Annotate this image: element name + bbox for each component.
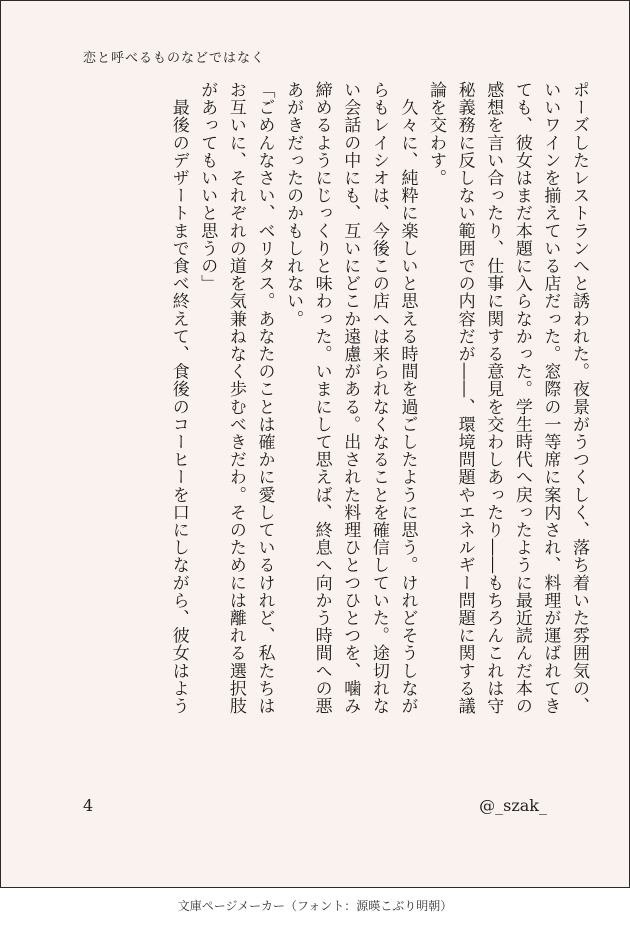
text-line: 最後のデザートまで食べ終えて、食後のコーヒーを口にしながら、彼女はよう: [168, 81, 189, 715]
generator-credit: 文庫ページメーカー（フォント：源暎こぶり明朝）: [177, 899, 453, 913]
text-line: 「ごめんなさい、ベリタス。あなたのことは確かに愛しているけれど、私たちは: [254, 81, 275, 715]
text-line: いいワインを揃えている店だった。窓際の一等席に案内され、料理が運ばれてき: [540, 81, 561, 715]
text-line: 論を交わす。: [426, 81, 447, 187]
text-line: ポーズしたレストランへと誘われた。夜景がうつくしく、落ち着いた雰囲気の、: [569, 81, 589, 715]
text-line: 感想を言い合ったり、仕事に関する意見を交わしあったり――もちろんこれは守: [483, 81, 504, 715]
text-line: 秘義務に反しない範囲での内容だが――、環境問題やエネルギー問題に関する議: [454, 81, 475, 715]
text-line: 久々に、純粋に楽しいと思える時間を過ごしたように思う。けれどそうしなが: [397, 81, 418, 715]
text-line: ても、彼女はまだ本題に入らなかった。学生時代へ戻ったように最近読んだ本の: [511, 81, 532, 715]
text-line: らもレイシオは、今後この店へは来られなくなることを確信していた。途切れな: [368, 81, 389, 715]
page-number: 4: [83, 796, 94, 815]
text-line: お互いに、それぞれの道を気兼ねなく歩むべきだわ。そのためには離れる選択肢: [225, 81, 246, 715]
text-line: があってもいいと思うの」: [197, 81, 218, 293]
running-title: 恋と呼べるものなどではなく: [83, 51, 266, 66]
text-line: あがきだったのかもしれない。: [283, 81, 304, 328]
text-line: 締めるようにじっくりと味わった。いまにして思えば、終息へ向かう時間への悪: [311, 81, 332, 715]
text-line: い会話の中にも、互いにどこか遠慮がある。出された料理ひとつひとつを、噛み: [340, 81, 361, 715]
body-text: [83, 81, 593, 771]
author-handle: @_szak_: [479, 796, 547, 815]
